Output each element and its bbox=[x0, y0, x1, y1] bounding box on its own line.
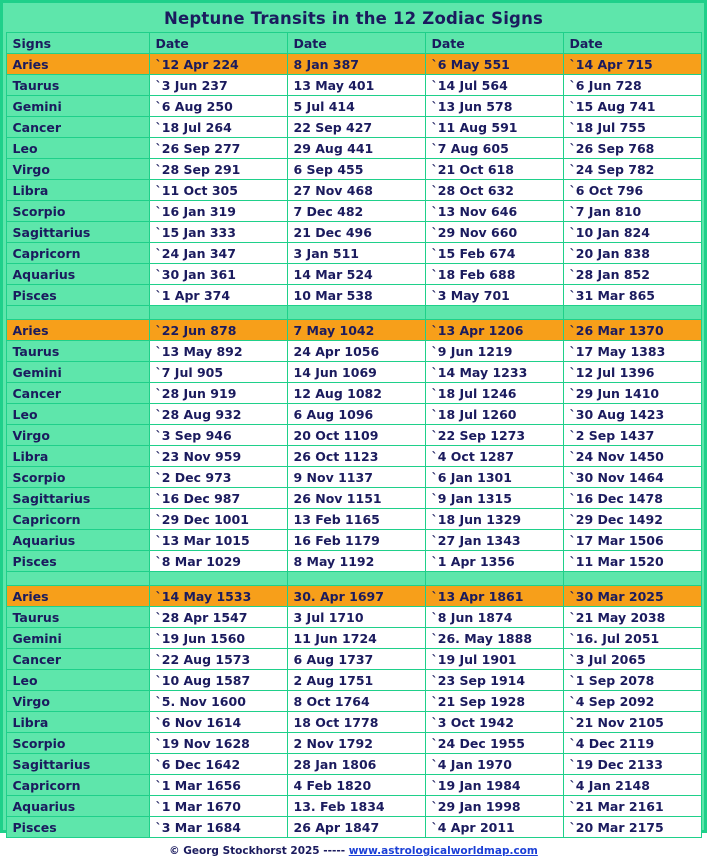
spacer-cell bbox=[287, 572, 425, 586]
date-cell: `29 Dec 1492 bbox=[563, 509, 701, 530]
table-row bbox=[6, 341, 701, 362]
sign-cell: Capricorn bbox=[6, 509, 149, 530]
table-row bbox=[6, 243, 701, 264]
sign-cell: Sagittarius bbox=[6, 488, 149, 509]
date-cell: `29 Nov 660 bbox=[425, 222, 563, 243]
date-cell: 10 Mar 538 bbox=[287, 285, 425, 306]
table-row bbox=[6, 670, 701, 691]
sign-cell: Scorpio bbox=[6, 467, 149, 488]
date-cell: `17 May 1383 bbox=[563, 341, 701, 362]
date-cell: `23 Sep 1914 bbox=[425, 670, 563, 691]
date-cell: `6 Aug 250 bbox=[149, 96, 287, 117]
date-cell: 6 Aug 1737 bbox=[287, 649, 425, 670]
date-cell: `15 Aug 741 bbox=[563, 96, 701, 117]
date-cell: `18 Jul 264 bbox=[149, 117, 287, 138]
date-cell: `24 Sep 782 bbox=[563, 159, 701, 180]
date-cell: `19 Nov 1628 bbox=[149, 733, 287, 754]
sign-cell: Aquarius bbox=[6, 264, 149, 285]
table-row bbox=[6, 796, 701, 817]
sign-cell: Gemini bbox=[6, 96, 149, 117]
date-cell: `29 Jun 1410 bbox=[563, 383, 701, 404]
date-cell: `4 Sep 2092 bbox=[563, 691, 701, 712]
date-cell: `21 Mar 2161 bbox=[563, 796, 701, 817]
table-row bbox=[6, 383, 701, 404]
table-row bbox=[6, 530, 701, 551]
table-row bbox=[6, 817, 701, 838]
sign-cell: Aries bbox=[6, 586, 149, 607]
sign-cell: Virgo bbox=[6, 425, 149, 446]
copyright-text: © Georg Stockhorst 2025 ----- bbox=[169, 845, 349, 857]
sign-cell: Taurus bbox=[6, 341, 149, 362]
date-cell: `21 Sep 1928 bbox=[425, 691, 563, 712]
date-cell: `14 May 1533 bbox=[149, 586, 287, 607]
spacer-cell bbox=[563, 306, 701, 320]
date-cell: `11 Mar 1520 bbox=[563, 551, 701, 572]
date-cell: `29 Dec 1001 bbox=[149, 509, 287, 530]
date-cell: 24 Apr 1056 bbox=[287, 341, 425, 362]
date-cell: 21 Dec 496 bbox=[287, 222, 425, 243]
date-cell: 8 Oct 1764 bbox=[287, 691, 425, 712]
date-cell: `3 Sep 946 bbox=[149, 425, 287, 446]
column-header: Date bbox=[425, 33, 563, 54]
table-row bbox=[6, 117, 701, 138]
date-cell: `19 Jun 1560 bbox=[149, 628, 287, 649]
column-header: Signs bbox=[6, 33, 149, 54]
date-cell: 30. Apr 1697 bbox=[287, 586, 425, 607]
date-cell: `19 Jan 1984 bbox=[425, 775, 563, 796]
date-cell: 13 May 401 bbox=[287, 75, 425, 96]
date-cell: `8 Mar 1029 bbox=[149, 551, 287, 572]
date-cell: `19 Dec 2133 bbox=[563, 754, 701, 775]
date-cell: `3 Jun 237 bbox=[149, 75, 287, 96]
table-row bbox=[6, 586, 701, 607]
sign-cell: Capricorn bbox=[6, 775, 149, 796]
date-cell: `12 Jul 1396 bbox=[563, 362, 701, 383]
date-cell: 16 Feb 1179 bbox=[287, 530, 425, 551]
date-cell: `8 Jun 1874 bbox=[425, 607, 563, 628]
date-cell: `18 Feb 688 bbox=[425, 264, 563, 285]
date-cell: `22 Aug 1573 bbox=[149, 649, 287, 670]
sign-cell: Cancer bbox=[6, 383, 149, 404]
sign-cell: Cancer bbox=[6, 117, 149, 138]
date-cell: `30 Mar 2025 bbox=[563, 586, 701, 607]
sign-cell: Scorpio bbox=[6, 733, 149, 754]
date-cell: `24 Dec 1955 bbox=[425, 733, 563, 754]
date-cell: `7 Jan 810 bbox=[563, 201, 701, 222]
date-cell: 6 Sep 455 bbox=[287, 159, 425, 180]
date-cell: 12 Aug 1082 bbox=[287, 383, 425, 404]
date-cell: 26 Apr 1847 bbox=[287, 817, 425, 838]
date-cell: 4 Feb 1820 bbox=[287, 775, 425, 796]
sign-cell: Aquarius bbox=[6, 530, 149, 551]
date-cell: `12 Apr 224 bbox=[149, 54, 287, 75]
date-cell: `4 Oct 1287 bbox=[425, 446, 563, 467]
date-cell: `6 Jun 728 bbox=[563, 75, 701, 96]
date-cell: 26 Nov 1151 bbox=[287, 488, 425, 509]
table-row bbox=[6, 404, 701, 425]
column-header: Date bbox=[563, 33, 701, 54]
date-cell: `2 Sep 1437 bbox=[563, 425, 701, 446]
spacer-cell bbox=[149, 306, 287, 320]
date-cell: `21 May 2038 bbox=[563, 607, 701, 628]
sign-cell: Capricorn bbox=[6, 243, 149, 264]
date-cell: `18 Jul 1260 bbox=[425, 404, 563, 425]
spacer-cell bbox=[425, 572, 563, 586]
table-row bbox=[6, 201, 701, 222]
date-cell: `18 Jul 755 bbox=[563, 117, 701, 138]
page-title: Neptune Transits in the 12 Zodiac Signs bbox=[163, 9, 544, 28]
date-cell: `15 Jan 333 bbox=[149, 222, 287, 243]
neptune-transits-table bbox=[6, 32, 702, 838]
date-cell: 14 Mar 524 bbox=[287, 264, 425, 285]
table-row bbox=[6, 285, 701, 306]
column-header: Date bbox=[287, 33, 425, 54]
date-cell: `23 Nov 959 bbox=[149, 446, 287, 467]
date-cell: `4 Dec 2119 bbox=[563, 733, 701, 754]
sign-cell: Leo bbox=[6, 138, 149, 159]
table-header-row bbox=[6, 33, 701, 54]
date-cell: `2 Dec 973 bbox=[149, 467, 287, 488]
date-cell: `3 Mar 1684 bbox=[149, 817, 287, 838]
date-cell: `27 Jan 1343 bbox=[425, 530, 563, 551]
spacer-cell bbox=[563, 572, 701, 586]
sign-cell: Virgo bbox=[6, 691, 149, 712]
date-cell: `10 Jan 824 bbox=[563, 222, 701, 243]
table-row bbox=[6, 446, 701, 467]
date-cell: `4 Jan 2148 bbox=[563, 775, 701, 796]
column-header: Date bbox=[149, 33, 287, 54]
sign-cell: Cancer bbox=[6, 649, 149, 670]
date-cell: 8 May 1192 bbox=[287, 551, 425, 572]
date-cell: `7 Aug 605 bbox=[425, 138, 563, 159]
date-cell: 14 Jun 1069 bbox=[287, 362, 425, 383]
date-cell: `29 Jan 1998 bbox=[425, 796, 563, 817]
sign-cell: Aquarius bbox=[6, 796, 149, 817]
date-cell: `11 Oct 305 bbox=[149, 180, 287, 201]
sign-cell: Taurus bbox=[6, 607, 149, 628]
date-cell: `16 Dec 987 bbox=[149, 488, 287, 509]
sign-cell: Pisces bbox=[6, 551, 149, 572]
date-cell: `7 Jul 905 bbox=[149, 362, 287, 383]
date-cell: 6 Aug 1096 bbox=[287, 404, 425, 425]
date-cell: 2 Aug 1751 bbox=[287, 670, 425, 691]
date-cell: `30 Nov 1464 bbox=[563, 467, 701, 488]
date-cell: `13 Mar 1015 bbox=[149, 530, 287, 551]
spacer-cell bbox=[6, 572, 149, 586]
date-cell: `30 Jan 361 bbox=[149, 264, 287, 285]
date-cell: `6 Jan 1301 bbox=[425, 467, 563, 488]
date-cell: `6 Nov 1614 bbox=[149, 712, 287, 733]
date-cell: `3 Jul 2065 bbox=[563, 649, 701, 670]
table-row bbox=[6, 264, 701, 285]
sign-cell: Libra bbox=[6, 180, 149, 201]
date-cell: `13 Nov 646 bbox=[425, 201, 563, 222]
table-row bbox=[6, 628, 701, 649]
table-row bbox=[6, 54, 701, 75]
sign-cell: Aries bbox=[6, 54, 149, 75]
date-cell: `16. Jul 2051 bbox=[563, 628, 701, 649]
date-cell: 2 Nov 1792 bbox=[287, 733, 425, 754]
date-cell: `28 Jan 852 bbox=[563, 264, 701, 285]
date-cell: `9 Jan 1315 bbox=[425, 488, 563, 509]
date-cell: `9 Jun 1219 bbox=[425, 341, 563, 362]
date-cell: `30 Aug 1423 bbox=[563, 404, 701, 425]
sign-cell: Aries bbox=[6, 320, 149, 341]
spacer-cell bbox=[149, 572, 287, 586]
sign-cell: Gemini bbox=[6, 362, 149, 383]
date-cell: `22 Sep 1273 bbox=[425, 425, 563, 446]
date-cell: `28 Sep 291 bbox=[149, 159, 287, 180]
table-row bbox=[6, 467, 701, 488]
table-row bbox=[6, 733, 701, 754]
date-cell: `18 Jul 1246 bbox=[425, 383, 563, 404]
spacer-cell bbox=[287, 306, 425, 320]
date-cell: `24 Jan 347 bbox=[149, 243, 287, 264]
date-cell: `1 Mar 1656 bbox=[149, 775, 287, 796]
date-cell: `13 Apr 1861 bbox=[425, 586, 563, 607]
table-row bbox=[6, 180, 701, 201]
table-row bbox=[6, 425, 701, 446]
date-cell: 9 Nov 1137 bbox=[287, 467, 425, 488]
date-cell: `1 Apr 1356 bbox=[425, 551, 563, 572]
sign-cell: Sagittarius bbox=[6, 754, 149, 775]
table-row bbox=[6, 75, 701, 96]
date-cell: 26 Oct 1123 bbox=[287, 446, 425, 467]
table-row bbox=[6, 551, 701, 572]
table-row bbox=[6, 712, 701, 733]
date-cell: `6 Dec 1642 bbox=[149, 754, 287, 775]
table-row bbox=[6, 649, 701, 670]
sign-cell: Taurus bbox=[6, 75, 149, 96]
table-row bbox=[6, 488, 701, 509]
date-cell: `20 Jan 838 bbox=[563, 243, 701, 264]
date-cell: 3 Jul 1710 bbox=[287, 607, 425, 628]
date-cell: 5 Jul 414 bbox=[287, 96, 425, 117]
date-cell: 29 Aug 441 bbox=[287, 138, 425, 159]
table-row bbox=[6, 138, 701, 159]
footer bbox=[3, 838, 704, 857]
date-cell: 7 Dec 482 bbox=[287, 201, 425, 222]
date-cell: 22 Sep 427 bbox=[287, 117, 425, 138]
date-cell: `10 Aug 1587 bbox=[149, 670, 287, 691]
date-cell: `11 Aug 591 bbox=[425, 117, 563, 138]
table-row bbox=[6, 96, 701, 117]
date-cell: `28 Jun 919 bbox=[149, 383, 287, 404]
sign-cell: Libra bbox=[6, 446, 149, 467]
sign-cell: Virgo bbox=[6, 159, 149, 180]
sign-cell: Libra bbox=[6, 712, 149, 733]
date-cell: `16 Dec 1478 bbox=[563, 488, 701, 509]
sign-cell: Gemini bbox=[6, 628, 149, 649]
date-cell: `13 Jun 578 bbox=[425, 96, 563, 117]
date-cell: `19 Jul 1901 bbox=[425, 649, 563, 670]
table-row bbox=[6, 691, 701, 712]
sign-cell: Scorpio bbox=[6, 201, 149, 222]
date-cell: `13 Apr 1206 bbox=[425, 320, 563, 341]
table-row bbox=[6, 159, 701, 180]
date-cell: 13. Feb 1834 bbox=[287, 796, 425, 817]
date-cell: `18 Jun 1329 bbox=[425, 509, 563, 530]
date-cell: `6 May 551 bbox=[425, 54, 563, 75]
date-cell: 20 Oct 1109 bbox=[287, 425, 425, 446]
block-spacer bbox=[6, 572, 701, 586]
date-cell: `5. Nov 1600 bbox=[149, 691, 287, 712]
date-cell: `28 Oct 632 bbox=[425, 180, 563, 201]
date-cell: `15 Feb 674 bbox=[425, 243, 563, 264]
spacer-cell bbox=[6, 306, 149, 320]
date-cell: `3 May 701 bbox=[425, 285, 563, 306]
date-cell: `16 Jan 319 bbox=[149, 201, 287, 222]
date-cell: `26 Sep 768 bbox=[563, 138, 701, 159]
table-row bbox=[6, 509, 701, 530]
table-row bbox=[6, 362, 701, 383]
date-cell: `4 Apr 2011 bbox=[425, 817, 563, 838]
sign-cell: Leo bbox=[6, 670, 149, 691]
date-cell: `28 Apr 1547 bbox=[149, 607, 287, 628]
table-row bbox=[6, 320, 701, 341]
date-cell: `24 Nov 1450 bbox=[563, 446, 701, 467]
sign-cell: Pisces bbox=[6, 285, 149, 306]
table-row bbox=[6, 754, 701, 775]
date-cell: `1 Mar 1670 bbox=[149, 796, 287, 817]
date-cell: 3 Jan 511 bbox=[287, 243, 425, 264]
date-cell: `6 Oct 796 bbox=[563, 180, 701, 201]
table-row bbox=[6, 607, 701, 628]
date-cell: 28 Jan 1806 bbox=[287, 754, 425, 775]
date-cell: `20 Mar 2175 bbox=[563, 817, 701, 838]
sign-cell: Pisces bbox=[6, 817, 149, 838]
date-cell: `26 Mar 1370 bbox=[563, 320, 701, 341]
date-cell: `14 May 1233 bbox=[425, 362, 563, 383]
table-row bbox=[6, 222, 701, 243]
sign-cell: Sagittarius bbox=[6, 222, 149, 243]
website-link[interactable]: www.astrologicalworldmap.com bbox=[348, 845, 538, 857]
date-cell: `4 Jan 1970 bbox=[425, 754, 563, 775]
table-body bbox=[6, 33, 701, 838]
date-cell: `22 Jun 878 bbox=[149, 320, 287, 341]
date-cell: 13 Feb 1165 bbox=[287, 509, 425, 530]
date-cell: `14 Jul 564 bbox=[425, 75, 563, 96]
date-cell: `1 Apr 374 bbox=[149, 285, 287, 306]
date-cell: `31 Mar 865 bbox=[563, 285, 701, 306]
date-cell: `21 Oct 618 bbox=[425, 159, 563, 180]
date-cell: 27 Nov 468 bbox=[287, 180, 425, 201]
sign-cell: Leo bbox=[6, 404, 149, 425]
date-cell: 8 Jan 387 bbox=[287, 54, 425, 75]
date-cell: `21 Nov 2105 bbox=[563, 712, 701, 733]
date-cell: `26 Sep 277 bbox=[149, 138, 287, 159]
date-cell: `1 Sep 2078 bbox=[563, 670, 701, 691]
table-row bbox=[6, 775, 701, 796]
date-cell: 7 May 1042 bbox=[287, 320, 425, 341]
date-cell: 18 Oct 1778 bbox=[287, 712, 425, 733]
date-cell: 11 Jun 1724 bbox=[287, 628, 425, 649]
date-cell: `17 Mar 1506 bbox=[563, 530, 701, 551]
date-cell: `26. May 1888 bbox=[425, 628, 563, 649]
date-cell: `14 Apr 715 bbox=[563, 54, 701, 75]
spacer-cell bbox=[425, 306, 563, 320]
date-cell: `28 Aug 932 bbox=[149, 404, 287, 425]
block-spacer bbox=[6, 306, 701, 320]
date-cell: `3 Oct 1942 bbox=[425, 712, 563, 733]
date-cell: `13 May 892 bbox=[149, 341, 287, 362]
